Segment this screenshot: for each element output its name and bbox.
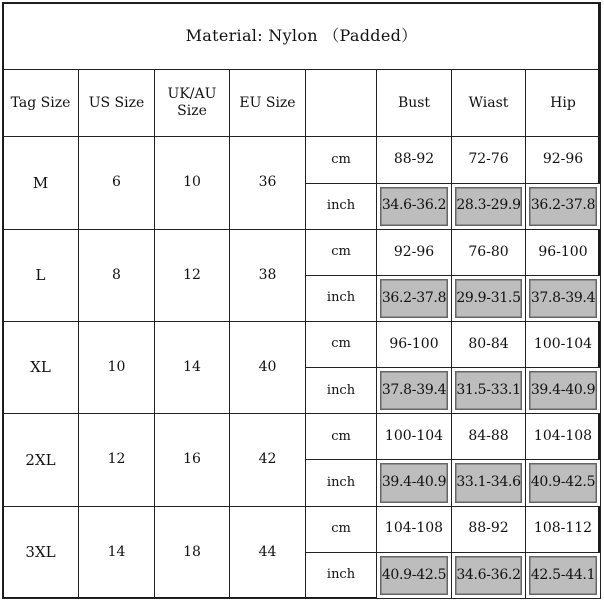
uk-au-size-cell: 16 xyxy=(155,414,230,506)
waist-inch-cell: 34.6-36.2 xyxy=(452,552,526,598)
unit-cm-cell: cm xyxy=(306,322,377,368)
hip-cm-cell: 104-108 xyxy=(526,414,601,460)
hip-inch-cell: 42.5-44.1 xyxy=(526,552,601,598)
waist-inch-cell: 28.3-29.9 xyxy=(452,183,526,229)
us-size-cell: 14 xyxy=(79,506,155,598)
unit-cm-cell: cm xyxy=(306,506,377,552)
waist-cm-cell: 84-88 xyxy=(452,414,526,460)
chart-title: Material: Nylon （Padded） xyxy=(3,3,601,70)
size-row-cm xyxy=(3,229,601,275)
waist-cm-cell: 80-84 xyxy=(452,322,526,368)
header-hip: Hip xyxy=(526,70,601,137)
header-uk-au-line2: Size xyxy=(177,103,207,120)
unit-inch-cell: inch xyxy=(306,275,377,321)
uk-au-size-cell: 14 xyxy=(155,322,230,414)
unit-inch-cell: inch xyxy=(306,552,377,598)
waist-inch-cell: 29.9-31.5 xyxy=(452,275,526,321)
waist-cm-cell: 76-80 xyxy=(452,229,526,275)
size-row-cm xyxy=(3,137,601,183)
bust-inch-cell: 34.6-36.2 xyxy=(377,183,452,229)
size-chart-table xyxy=(2,2,601,599)
waist-cm-cell: 88-92 xyxy=(452,506,526,552)
tag-size-cell: 2XL xyxy=(3,414,79,506)
header-uk-au-line1: UK/AU xyxy=(167,85,217,102)
header-tag-size: Tag Size xyxy=(3,70,79,137)
unit-inch-cell: inch xyxy=(306,368,377,414)
waist-cm-cell: 72-76 xyxy=(452,137,526,183)
hip-inch-cell: 39.4-40.9 xyxy=(526,368,601,414)
header-us-size: US Size xyxy=(79,70,155,137)
size-row-cm xyxy=(3,414,601,460)
header-row xyxy=(3,70,601,137)
us-size-cell: 12 xyxy=(79,414,155,506)
uk-au-size-cell: 10 xyxy=(155,137,230,229)
eu-size-cell: 38 xyxy=(230,229,306,321)
us-size-cell: 6 xyxy=(79,137,155,229)
hip-cm-cell: 108-112 xyxy=(526,506,601,552)
eu-size-cell: 42 xyxy=(230,414,306,506)
unit-inch-cell: inch xyxy=(306,183,377,229)
header-unit xyxy=(306,70,377,137)
tag-size-cell: M xyxy=(3,137,79,229)
size-row-cm xyxy=(3,506,601,552)
unit-inch-cell: inch xyxy=(306,460,377,506)
tag-size-cell: 3XL xyxy=(3,506,79,598)
hip-inch-cell: 37.8-39.4 xyxy=(526,275,601,321)
bust-inch-cell: 40.9-42.5 xyxy=(377,552,452,598)
unit-cm-cell: cm xyxy=(306,414,377,460)
unit-cm-cell: cm xyxy=(306,137,377,183)
size-row-cm xyxy=(3,322,601,368)
bust-inch-cell: 36.2-37.8 xyxy=(377,275,452,321)
tag-size-cell: L xyxy=(3,229,79,321)
unit-cm-cell: cm xyxy=(306,229,377,275)
bust-cm-cell: 92-96 xyxy=(377,229,452,275)
tag-size-cell: XL xyxy=(3,322,79,414)
header-uk-au-size xyxy=(155,70,230,137)
header-bust: Bust xyxy=(377,70,452,137)
waist-inch-cell: 33.1-34.6 xyxy=(452,460,526,506)
waist-inch-cell: 31.5-33.1 xyxy=(452,368,526,414)
us-size-cell: 10 xyxy=(79,322,155,414)
us-size-cell: 8 xyxy=(79,229,155,321)
eu-size-cell: 40 xyxy=(230,322,306,414)
bust-cm-cell: 100-104 xyxy=(377,414,452,460)
bust-cm-cell: 88-92 xyxy=(377,137,452,183)
hip-cm-cell: 100-104 xyxy=(526,322,601,368)
hip-cm-cell: 96-100 xyxy=(526,229,601,275)
hip-inch-cell: 40.9-42.5 xyxy=(526,460,601,506)
header-eu-size: EU Size xyxy=(230,70,306,137)
bust-cm-cell: 104-108 xyxy=(377,506,452,552)
uk-au-size-cell: 18 xyxy=(155,506,230,598)
hip-cm-cell: 92-96 xyxy=(526,137,601,183)
bust-cm-cell: 96-100 xyxy=(377,322,452,368)
header-waist: Wiast xyxy=(452,70,526,137)
hip-inch-cell: 36.2-37.8 xyxy=(526,183,601,229)
eu-size-cell: 36 xyxy=(230,137,306,229)
uk-au-size-cell: 12 xyxy=(155,229,230,321)
bust-inch-cell: 39.4-40.9 xyxy=(377,460,452,506)
eu-size-cell: 44 xyxy=(230,506,306,598)
bust-inch-cell: 37.8-39.4 xyxy=(377,368,452,414)
